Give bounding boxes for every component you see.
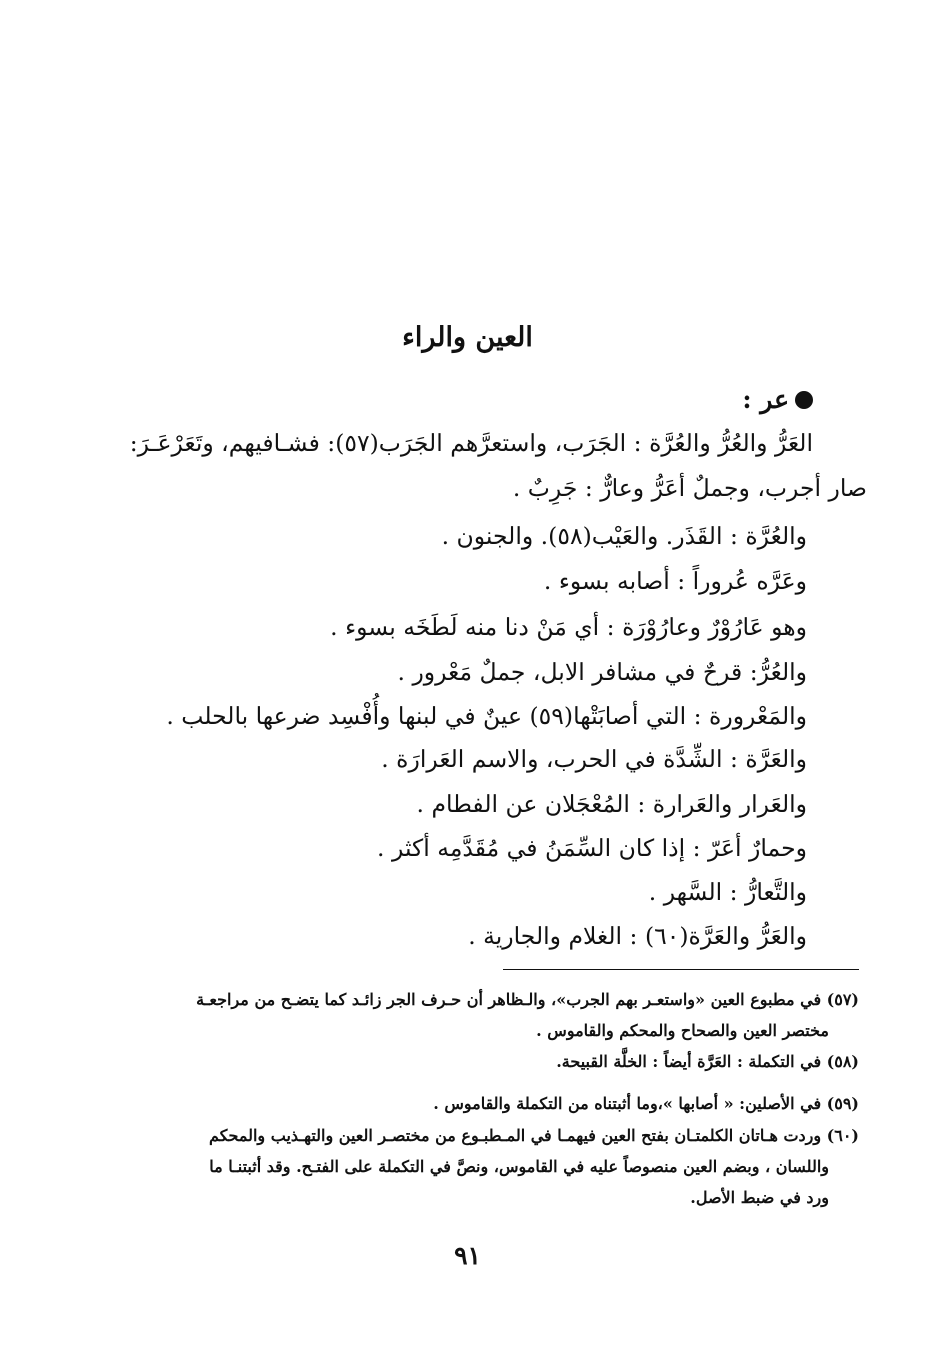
body-line-3: والعُرَّة : القَذَر. والعَيْب(٥٨). والجنون . [441,522,807,550]
footnote-58: (٥٨) في التكملة : العَرَّة أيضاً : الخلَّة القبيحة. [556,1052,859,1071]
footnote-60-continued-2: ورد في ضبط الأصل. [690,1188,829,1207]
body-line-12: والعَرُّ والعَرَّة(٦٠) : الغلام والجارية . [468,922,807,950]
footnote-60: (٦٠) وردت هـاتان الكلمتـان بفتح العين فيهمـا في المـطبـوع من مختصـر العين والتهـذيب والمحكم [209,1126,859,1145]
body-line-6: والعُرُّ: قرحٌ في مشافر الابل، جملٌ مَعْرور . [397,658,807,686]
footnote-57-continued: مختصر العين والصحاح والمحكم والقاموس . [536,1021,829,1040]
body-line-1: العَرُّ والعُرُّ والعُرَّة : الجَرَب، واستعرَّهم الجَرَب(٥٧): فشـافيهم، وتَعَرْعَـرَ: [129,429,813,457]
page-number: ٩١ [454,1241,481,1270]
body-line-5: وهو عَارُوْرٌ وعارُوْرَة : أي مَنْ دنا منه لَطَخَه بسوء . [330,613,807,641]
footnote-60-continued-1: واللسان ، وبضم العين منصوصاً عليه في القاموس، ونصَّ في التكملة على الفتـح. وقد أثبتنـا ما [209,1157,829,1176]
entry-root-label: عر : [742,385,789,414]
body-line-9: والعَرار والعَرارة : المُعْجَلان عن الفطام . [416,790,807,818]
chapter-heading: العين والراء [402,322,533,353]
body-line-11: والتَّعارُّ : السَّهر . [648,878,807,906]
footnote-divider [503,969,859,970]
bullet-icon [795,391,813,409]
body-line-2: صار أجرب، وجملٌ أعَرُّ وعارٌّ : جَرِبٌ . [512,474,867,502]
body-line-8: والعَرَّة : الشِّدَّة في الحرب، والاسم العَرارَة . [381,745,807,773]
entry-root [742,382,813,418]
footnote-57: (٥٧) في مطبوع العين «واستعـر بهم الجرب»، والـظاهر أن حـرف الجر زائـد كما يتضـح من مراجعـة [196,990,859,1009]
body-line-7: والمَعْرورة : التي أصابَتْها(٥٩) عينٌ في لبنها وأُفْسِد ضرعها بالحلب . [166,702,807,730]
body-line-4: وعَرَّه عُروراً : أصابه بسوء . [543,567,807,595]
body-line-10: وحمارٌ أعَرّ : إذا كان السِّمَنُ في مُقَدَّمِه أكثر . [377,834,807,862]
footnote-59: (٥٩) في الأصلين: « أصابها »،وما أثبتناه من التكملة والقاموس . [433,1094,859,1113]
